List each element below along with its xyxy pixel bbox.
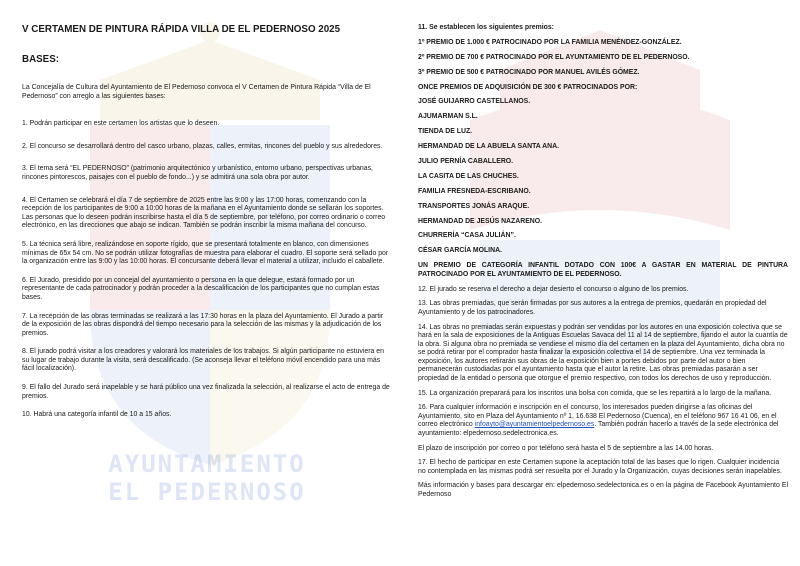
rule-15: 15. La organización preparará para los inscritos una bolsa con comida, que se les repartirá a lo largo de la mañana. [418,389,772,397]
sponsor-item: LA CASITA DE LAS CHUCHES. [418,172,519,180]
sponsor-item: CÉSAR GARCÍA MOLINA. [418,247,502,255]
rule-12: 12. El jurado se reserva el derecho a dejar desierto el concurso o alguno de los premios. [418,285,689,293]
rule-3: 3. El tema será “EL PEDERNOSO” (patrimonio arquitectónico y urbanístico, entorno urbano, perspectivas urbanas, rincones pintorescos, paisajes con el pueblo de fondo...) y se admitirá una sola obra por autor. [22,165,373,181]
rule-7: 7. La recepción de las obras terminadas se realizará a las 17:30 horas en la plaza del Ayuntamiento. El Jurado a partir de la exposición de las obras dispondrá del tiempo necesario para la selección de las mismas y la adjudicación de los premios. [22,312,384,337]
registration-deadline: El plazo de inscripción por correo o por teléfono será hasta el 5 de septiembre a las 14.00 horas. [418,444,714,452]
rule-17: 17. El hecho de participar en este Certamen supone la aceptación total de las bases que lo rigen. Cualquier incidencia no contemplada en las mismas podrá ser resuelta por el Jurado y la Organización, cuyas decisiones serán inapelables. [418,459,782,475]
sponsor-item: JOSÉ GUIJARRO CASTELLANOS. [418,98,531,106]
rule-8: 8. El jurado podrá visitar a los creadores y valorará los materiales de los trabajos. Si algún participante no estuviera en su lugar de trabajo durante la visita, será descalificado. (Se aconseja llevar el teléfono móvil encendido para una más fácil localización). [22,348,384,373]
rule-5: 5. La técnica será libre, realizándose en soporte rígido, que se presentará totalmente en blanco, con dimensiones mínimas de 65x 54 cm. No se podrán utilizar fotografías de muestra para elaborar el cuadro. El soporte será sellado por la organización entre las 9:00 y las 10:00 horas. El concursante deberá llevar el material a utilizar, incluido el caballete. [22,240,389,266]
rule-1: 1. Podrán participar en este certamen los artistas que lo deseen. [22,120,220,128]
sponsor-item: CHURRERÍA “CASA JULIÁN”. [418,232,516,240]
prize-3: 3º PREMIO DE 500 € PATROCINADO POR MANUEL AVILÉS GÓMEZ. [418,68,640,76]
watermark-line-1: AYUNTAMIENTO [108,450,306,478]
bases-heading: BASES: [22,54,60,65]
sponsor-item: HERMANDAD DE JESÚS NAZARENO. [418,217,543,225]
document-title: V CERTAMEN DE PINTURA RÁPIDA VILLA DE EL PEDERNOSO 2025 [22,24,341,35]
intro-paragraph: La Concejalía de Cultura del Ayuntamiento de El Pedernoso convoca el V Certamen de Pintura Rápida “Villa de El Pedernoso” con arreglo a las siguientes bases: [22,84,371,100]
rule-13: 13. Las obras premiadas, que serán firmadas por sus autores a la entrega de premios, quedarán en propiedad del Ayuntamiento y de los patrocinadores. [418,300,767,316]
sponsor-item: HERMANDAD DE LA ABUELA SANTA ANA. [418,143,559,151]
rule-9: 9. El fallo del Jurado será inapelable y se hará público una vez finalizada la selección, al realizarse el acto de entrega de premios. [22,384,390,400]
prize-2: 2º PREMIO DE 700 € PATROCINADO POR EL AYUNTAMIENTO DE EL PEDERNOSO. [418,53,690,61]
right-column [418,24,788,506]
watermark-line-2: EL PEDERNOSO [108,478,306,506]
left-column [22,24,390,430]
rule-6: 6. El Jurado, presidido por un concejal del ayuntamiento o persona en la que delegue, estará formado por un representante de cada patrocinador y podrán proceder a la descalificación de los participantes que no cumplan estas bases. [22,276,380,301]
sponsor-item: AJUMARMAN S.L. [418,113,478,121]
email-link[interactable]: infoayto@ayuntamientoelpedernoso.es [474,421,595,429]
rule-11-intro: 11. Se establecen los siguientes premios: [418,24,554,31]
rule-16-text: 16. Para cualquier información e inscripción en el concurso, los interesados pueden dirigirse a las oficinas del Ayuntamiento, sito en Plaza del Ayuntamiento nº 1, 16.638 El Pedernoso (Cuenca), en el teléfono 967 16 41 06, en el correo electrónico [418,404,777,429]
sponsor-item: TIENDA DE LUZ. [418,128,473,136]
sponsor-item: JULIO PERNÍA CABALLERO. [418,158,514,166]
rule-2: 2. El concurso se desarrollará dentro del casco urbano, plazas, calles, ermitas, rincones del pueblo y sus alrededores. [22,142,383,150]
children-prize: UN PREMIO DE CATEGORÍA INFANTIL DOTADO CON 100€ A GASTAR EN MATERIAL DE PINTURA PATROCINADO POR EL AYUNTAMIENTO DE EL PEDERNOSO. [418,262,788,278]
rule-16 [418,404,788,438]
rule-10: 10. Habrá una categoría infantil de 10 a 15 años. [22,411,172,419]
sponsor-item: FAMILIA FRESNEDA-ESCRIBANO. [418,187,531,195]
sponsor-item: TRANSPORTES JONÁS ARAQUE. [418,202,530,210]
rule-16-text-end: . También podrán hacerlo a través de la sede electrónica del ayuntamiento: elpedernoso.sedelectronica.es. [418,421,779,438]
prize-1: 1º PREMIO DE 1.000 € PATROCINADO POR LA FAMILIA MENÉNDEZ-GONZÁLEZ. [418,38,682,46]
rule-4: 4. El Certamen se celebrará el día 7 de septiembre de 2025 entre las 9:00 y las 17:00 horas, comenzando con la recepción de los participantes de 9:00 a 10:00 horas de la mañana en el Ayuntamiento donde se sellarán los soportes. Las personas que lo deseen podrán inscribirse hasta el día 5 de septiembre, por teléfono, por correo ordinario o correo electrónico, en las direcciones que abajo se indican. También se podrán inscribir la misma mañana del concurso. [22,196,386,230]
rule-14: 14. Las obras no premiadas serán expuestas y podrán ser vendidas por los autores en una exposición colectiva que se hará en la sala de exposiciones de la Antiguas Escuelas Savaca del 11 al 14 de septiembre, fijando el autor la cuantía de la obra. Si alguna obra no premiada se vendiese el mismo día del certamen en la plaza del Ayuntamiento, dicha obra no se podrá retirar por el comprador hasta finalizar la exposición colectiva el 14 de septiembre. Una vez terminada la exposición, los autores retirarán sus obras de la exposición bien a portes debidos por parte del autor o bien permanecerán custodiadas por el ayuntamiento hasta que el autor la retire. Las obras premiadas pasarán a ser propiedad de la entidad o persona que otorgue el premio respectivo, con todos los derechos de uso y reproducción. [418,323,788,383]
more-info: Más información y bases para descargar en: elpedernoso.sedelectonica.es o en la página de Facebook Ayuntamiento El Pedernoso [418,482,788,499]
acquisition-prizes-heading: ONCE PREMIOS DE ADQUISICIÓN DE 300 € PATROCINADOS POR: [418,83,638,91]
